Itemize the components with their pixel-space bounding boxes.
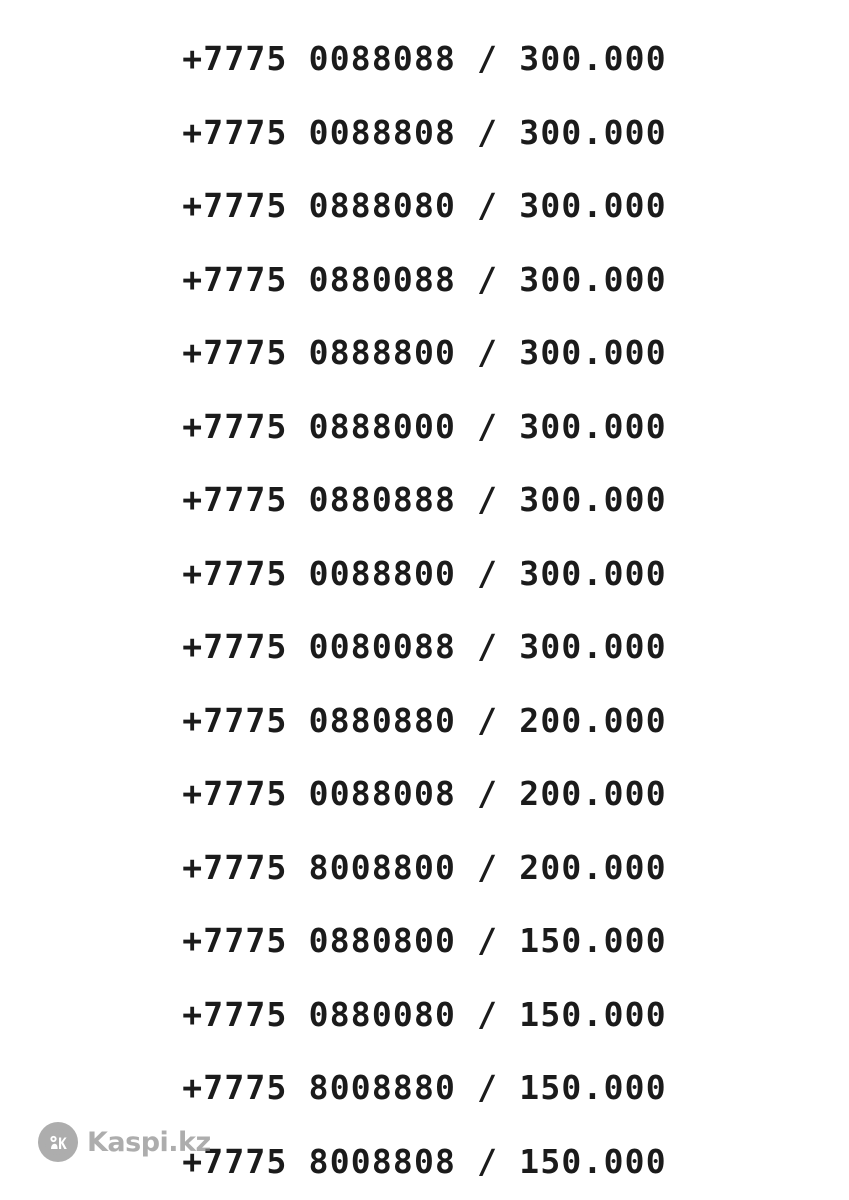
list-item <box>0 537 849 611</box>
watermark-label: Kaspi.kz <box>87 1126 211 1158</box>
list-item-text: +7775 0088008 / 200.000 <box>182 774 667 814</box>
list-item <box>0 169 849 243</box>
list-item <box>0 978 849 1052</box>
list-item <box>0 390 849 464</box>
list-item-text: +7775 8008808 / 150.000 <box>182 1141 667 1181</box>
list-item-text: +7775 0888000 / 300.000 <box>182 406 667 446</box>
list-item <box>0 1051 849 1125</box>
list-item <box>0 316 849 390</box>
list-item <box>0 463 849 537</box>
list-item-text: +7775 0088088 / 300.000 <box>182 39 667 79</box>
list-item-text: +7775 0888800 / 300.000 <box>182 333 667 373</box>
kaspi-logo-icon <box>38 1122 78 1162</box>
list-item <box>0 610 849 684</box>
list-item-text: +7775 8008880 / 150.000 <box>182 1068 667 1108</box>
list-item-text: +7775 0088800 / 300.000 <box>182 553 667 593</box>
list-item-text: +7775 0880888 / 300.000 <box>182 480 667 520</box>
list-item-text: +7775 0880080 / 150.000 <box>182 994 667 1034</box>
list-item <box>0 22 849 96</box>
list-item-text: +7775 0880088 / 300.000 <box>182 259 667 299</box>
list-item-text: +7775 0080088 / 300.000 <box>182 627 667 667</box>
list-item <box>0 243 849 317</box>
list-item <box>0 757 849 831</box>
list-item-text: +7775 0888080 / 300.000 <box>182 186 667 226</box>
list-item <box>0 96 849 170</box>
list-item-text: +7775 8008800 / 200.000 <box>182 847 667 887</box>
list-item <box>0 904 849 978</box>
list-item-text: +7775 0880800 / 150.000 <box>182 921 667 961</box>
list-item <box>0 684 849 758</box>
list-item-text: +7775 0088808 / 300.000 <box>182 112 667 152</box>
watermark <box>38 1122 211 1162</box>
list-item-text: +7775 0880880 / 200.000 <box>182 700 667 740</box>
list-item <box>0 831 849 905</box>
